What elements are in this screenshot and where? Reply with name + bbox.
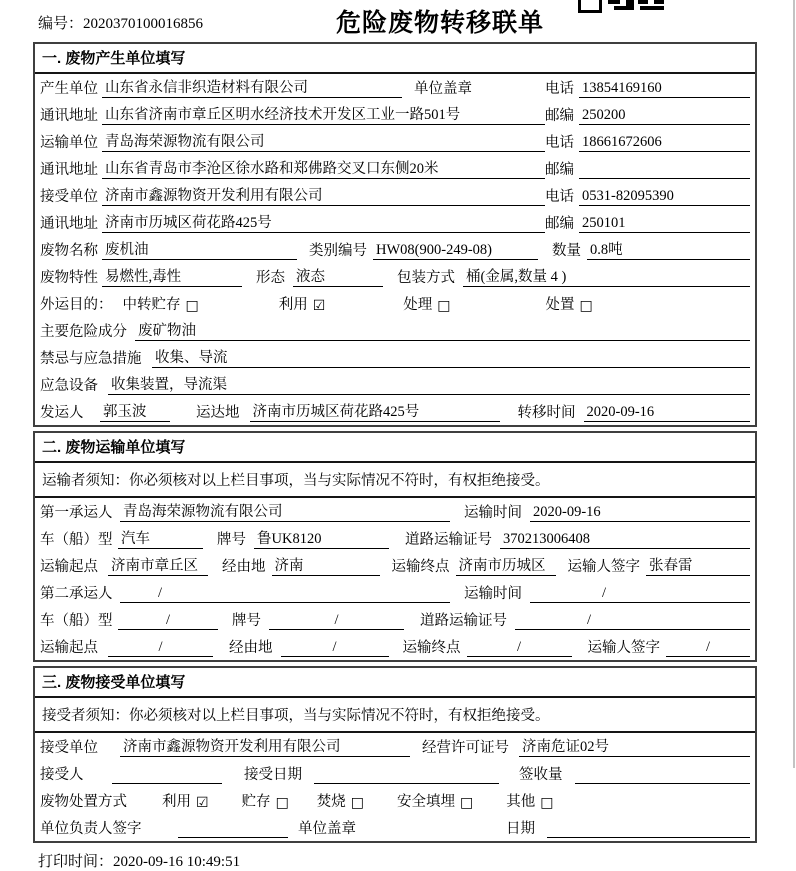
unit-head-signature-value [178, 821, 288, 838]
waste-name-label: 废物名称 [40, 243, 98, 259]
transport-origin-label: 运输起点 [40, 640, 98, 656]
transport-unit-label: 运输单位 [40, 135, 98, 151]
postcode-label: 邮编 [545, 216, 574, 232]
transport-origin-value: 济南市章丘区 [108, 558, 208, 576]
second-carrier-value: / [120, 585, 450, 603]
form-row [35, 552, 755, 579]
phone-value: 0531-82095390 [579, 188, 750, 206]
section-receiver-title: 三. 废物接受单位填写 [35, 668, 755, 698]
receiving-unit-value: 济南市鑫源物资开发利用有限公司 [120, 739, 410, 757]
form-row [35, 290, 755, 317]
waste-character-label: 废物特性 [40, 270, 98, 286]
section-transporter [33, 431, 757, 662]
receiving-unit-label: 接受单位 [40, 740, 98, 756]
quantity-label: 数量 [552, 243, 581, 259]
form-row [35, 209, 755, 236]
unit-seal-label: 单位盖章 [414, 81, 472, 97]
form-row [35, 155, 755, 182]
producer-unit-value: 山东省永信非织造材料有限公司 [102, 80, 402, 98]
receive-date-value [314, 767, 499, 784]
form-row [35, 525, 755, 552]
checkbox-checked-icon: ☑ [312, 298, 326, 314]
transport-end-value: / [467, 639, 572, 657]
road-transport-license-value: 370213006408 [500, 531, 750, 549]
disposal-option-landfill: 安全填埋 [397, 794, 456, 810]
mailing-address-label: 通讯地址 [40, 162, 98, 178]
recipient-value [112, 767, 222, 784]
emergency-equipment-label: 应急设备 [40, 378, 98, 394]
waste-character-value: 易燃性,毒性 [102, 269, 242, 287]
form-row [35, 236, 755, 263]
postcode-value: 250200 [579, 107, 750, 125]
document-header [0, 0, 796, 42]
page-right-edge [793, 0, 795, 768]
main-hazard-label: 主要危险成分 [40, 324, 127, 340]
form-row [35, 263, 755, 290]
form-row [35, 633, 755, 660]
phone-label: 电话 [545, 81, 574, 97]
form-row [35, 498, 755, 525]
transporter-signature-value: / [666, 639, 750, 657]
checkbox-unchecked-icon: □ [350, 795, 365, 811]
form-row [35, 760, 755, 787]
packing-method-value: 桶(金属,数量 4 ) [463, 269, 750, 287]
emergency-equipment-value: 收集装置，导流渠 [108, 377, 750, 395]
taboo-emergency-value: 收集、导流 [152, 350, 750, 368]
mailing-address-value: 济南市历城区荷花路425号 [102, 215, 545, 233]
section-receiver [33, 666, 757, 843]
receive-date-label: 接受日期 [244, 767, 302, 783]
checkbox-checked-icon: ☑ [196, 795, 209, 811]
mailing-address-value: 山东省青岛市李沧区徐水路和郑佛路交叉口东侧20米 [102, 161, 545, 179]
unit-head-signature-label: 单位负责人签字 [40, 821, 142, 837]
via-place-value: / [281, 639, 389, 657]
checkbox-unchecked-icon: □ [437, 298, 451, 314]
document-number: 编号：2020370100016856 [38, 16, 204, 32]
postcode-label: 邮编 [545, 108, 574, 124]
purpose-option-utilize: 利用 [278, 297, 308, 313]
receiving-unit-label: 接受单位 [40, 189, 98, 205]
physical-form-label: 形态 [256, 270, 285, 286]
receiving-unit-value: 济南市鑫源物资开发利用有限公司 [102, 188, 545, 206]
form-row [35, 344, 755, 371]
checkbox-unchecked-icon: □ [579, 298, 593, 314]
waste-name-value: 废机油 [102, 242, 297, 260]
section-transporter-title: 二. 废物运输单位填写 [35, 433, 755, 463]
shipper-value: 郭玉波 [100, 404, 170, 422]
plate-number-value: 鲁UK8120 [254, 531, 389, 549]
manifest-form [33, 42, 757, 843]
form-row [35, 398, 755, 425]
transporter-signature-label: 运输人签字 [587, 640, 660, 656]
form-row [35, 182, 755, 209]
second-carrier-label: 第二承运人 [40, 586, 113, 602]
form-row [35, 101, 755, 128]
taboo-emergency-label: 禁忌与应急措施 [40, 351, 142, 367]
category-code-label: 类别编号 [309, 243, 367, 259]
purpose-option-dispose: 处置 [545, 297, 575, 313]
phone-value: 13854169160 [579, 80, 750, 98]
transfer-time-label: 转移时间 [517, 405, 576, 421]
via-place-value: 济南 [272, 558, 380, 576]
transporter-signature-label: 运输人签字 [567, 559, 640, 575]
disposal-option-incinerate: 焚烧 [316, 794, 346, 810]
transport-unit-value: 青岛海荣源物流有限公司 [102, 134, 545, 152]
mailing-address-label: 通讯地址 [40, 108, 98, 124]
transport-time-value: 2020-09-16 [530, 504, 750, 522]
first-carrier-label: 第一承运人 [40, 505, 113, 521]
recipient-label: 接受人 [40, 767, 84, 783]
first-carrier-value: 青岛海荣源物流有限公司 [120, 504, 450, 522]
transport-origin-label: 运输起点 [40, 559, 98, 575]
checkbox-unchecked-icon: □ [185, 298, 199, 314]
plate-number-value: / [269, 612, 404, 630]
packing-method-label: 包装方式 [397, 270, 455, 286]
vehicle-type-label: 车（船）型 [40, 532, 113, 548]
purpose-option-treat: 处理 [403, 297, 433, 313]
form-row [35, 606, 755, 633]
form-row [35, 317, 755, 344]
transport-end-value: 济南市历城区 [456, 558, 556, 576]
receiver-notice: 接受者须知：你必须核对以上栏目事项，当与实际情况不符时，有权拒绝接受。 [35, 698, 755, 733]
phone-value: 18661672606 [579, 134, 750, 152]
disposal-option-other: 其他 [506, 794, 536, 810]
form-row [35, 128, 755, 155]
quantity-value: 0.8吨 [587, 242, 750, 260]
transport-time-value: / [530, 585, 750, 603]
main-hazard-value: 废矿物油 [135, 323, 750, 341]
transfer-purpose-label: 外运目的： [40, 297, 113, 313]
purpose-option-transit-storage: 中转贮存 [122, 297, 181, 313]
section-producer-title: 一. 废物产生单位填写 [35, 44, 755, 74]
road-transport-license-label: 道路运输证号 [420, 613, 507, 629]
phone-label: 电话 [545, 135, 574, 151]
via-place-label: 经由地 [222, 559, 266, 575]
mailing-address-value: 山东省济南市章丘区明水经济技术开发区工业一路501号 [102, 107, 545, 125]
postcode-label: 邮编 [545, 162, 574, 178]
road-transport-license-value: / [515, 612, 750, 630]
unit-seal-label: 单位盖章 [298, 821, 356, 837]
date-label: 日期 [506, 821, 535, 837]
destination-value: 济南市历城区荷花路425号 [250, 404, 500, 422]
page-title: 危险废物转移联单 [336, 9, 545, 37]
transport-end-label: 运输终点 [391, 559, 450, 575]
road-transport-license-label: 道路运输证号 [405, 532, 492, 548]
vehicle-type-value: 汽车 [118, 531, 203, 549]
phone-label: 电话 [545, 189, 574, 205]
vehicle-type-label: 车（船）型 [40, 613, 113, 629]
transporter-signature-value: 张春雷 [646, 558, 750, 576]
business-permit-label: 经营许可证号 [422, 740, 509, 756]
section-producer [33, 42, 757, 427]
vehicle-type-value: / [118, 612, 218, 630]
postcode-value: 250101 [579, 215, 750, 233]
print-time: 打印时间：2020-09-16 10:49:51 [38, 854, 241, 870]
disposal-option-storage: 贮存 [241, 794, 271, 810]
transport-time-label: 运输时间 [464, 505, 522, 521]
form-row [35, 371, 755, 398]
signed-quantity-value [575, 767, 751, 784]
date-value [547, 821, 750, 838]
postcode-value [579, 162, 750, 179]
form-row [35, 787, 755, 814]
form-row [35, 733, 755, 760]
physical-form-value: 液态 [293, 269, 383, 287]
plate-number-label: 牌号 [232, 613, 261, 629]
qr-code-icon [578, 0, 666, 10]
producer-unit-label: 产生单位 [40, 81, 98, 97]
signed-quantity-label: 签收量 [519, 767, 563, 783]
transfer-time-value: 2020-09-16 [584, 404, 751, 422]
business-permit-value: 济南危证02号 [519, 739, 750, 757]
destination-label: 运达地 [196, 405, 240, 421]
transport-origin-value: / [108, 639, 213, 657]
checkbox-unchecked-icon: □ [540, 795, 554, 811]
form-row [35, 74, 755, 101]
mailing-address-label: 通讯地址 [40, 216, 98, 232]
checkbox-unchecked-icon: □ [460, 795, 474, 811]
transport-end-label: 运输终点 [402, 640, 461, 656]
category-code-value: HW08(900-249-08) [373, 242, 538, 260]
form-row [35, 579, 755, 606]
disposal-method-label: 废物处置方式 [40, 794, 127, 810]
disposal-option-utilize: 利用 [162, 794, 191, 810]
via-place-label: 经由地 [229, 640, 273, 656]
transport-time-label: 运输时间 [464, 586, 522, 602]
plate-number-label: 牌号 [217, 532, 246, 548]
shipper-label: 发运人 [40, 405, 84, 421]
checkbox-unchecked-icon: □ [275, 795, 289, 811]
transporter-notice: 运输者须知：你必须核对以上栏目事项，当与实际情况不符时，有权拒绝接受。 [35, 463, 755, 498]
form-row [35, 814, 755, 841]
